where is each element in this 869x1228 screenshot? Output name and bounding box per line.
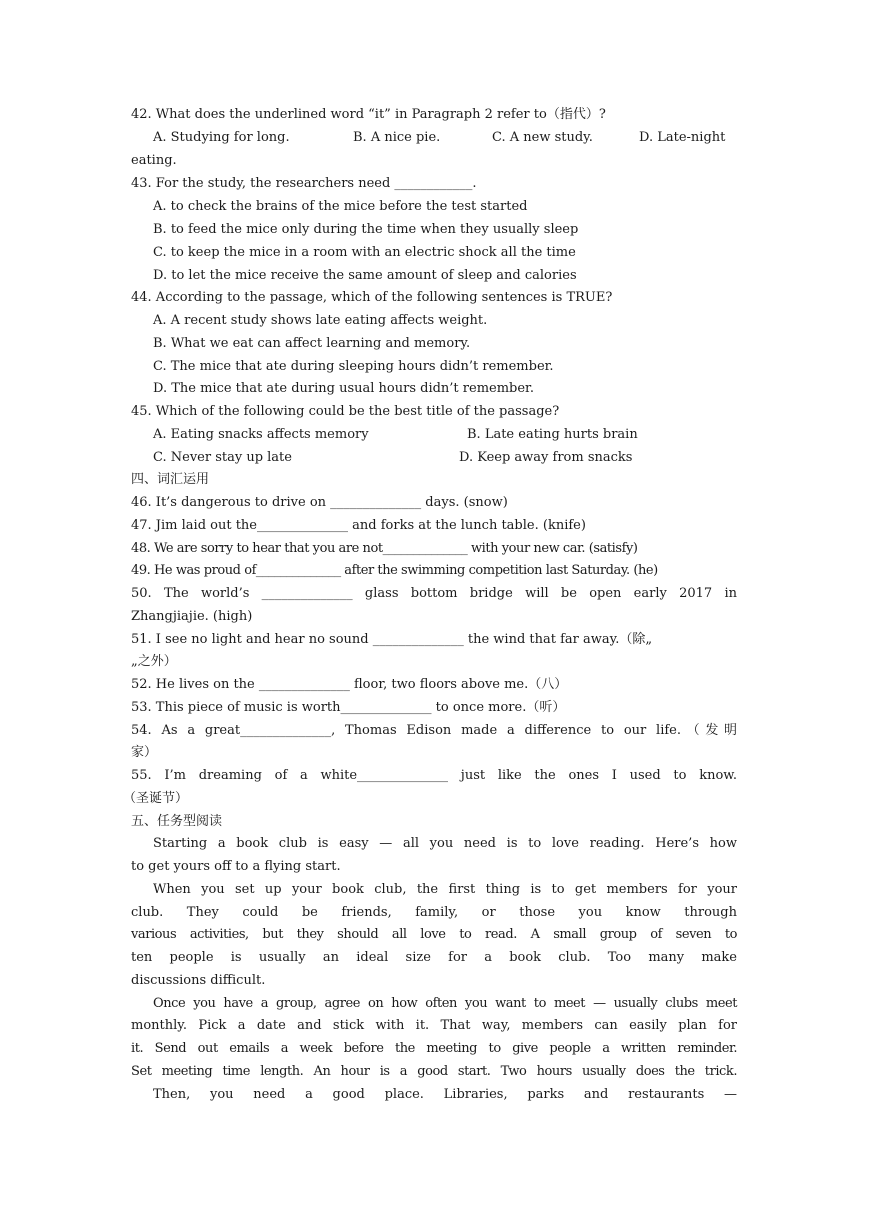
question-43-option-c: C. to keep the mice in a room with an electric shock all the time <box>153 245 576 260</box>
question-42-option-d: D. Late-night <box>639 130 726 145</box>
section-5-heading: 五、任务型阅读 <box>131 814 223 829</box>
question-44-option-d: D. The mice that ate during usual hours didn’t remember. <box>153 381 534 396</box>
vocab-item-51: 51. I see no light and hear no sound ______________ the wind that far away.（除„ <box>131 632 653 647</box>
question-44-option-c: C. The mice that ate during sleeping hours didn’t remember. <box>153 359 554 374</box>
vocab-item-50: 50. The world’s ______________ glass bottom bridge will be open early 2017 in <box>131 586 737 601</box>
question-45-option-c: C. Never stay up late <box>153 450 292 465</box>
question-45-option-a: A. Eating snacks affects memory <box>153 427 369 442</box>
vocab-item-47: 47. Jim laid out the______________ and forks at the lunch table. (knife) <box>131 518 586 533</box>
vocab-item-46: 46. It’s dangerous to drive on ______________ days. (snow) <box>131 495 508 510</box>
passage-line-8: Once you have a group, agree on how often you want to meet — usually clubs meet <box>153 996 737 1011</box>
question-42-option-a: A. Studying for long. <box>153 130 290 145</box>
passage-line-4: club. They could be friends, family, or those you know through <box>131 905 737 920</box>
passage-line-11: Set meeting time length. An hour is a good start. Two hours usually does the trick. <box>131 1064 737 1079</box>
vocab-item-49: 49. He was proud of______________ after the swimming competition last Saturday. (he) <box>131 563 658 578</box>
question-45-option-d: D. Keep away from snacks <box>459 450 633 465</box>
vocab-item-54-continued: 家） <box>131 745 158 760</box>
question-42-option-c: C. A new study. <box>492 130 593 145</box>
question-43-stem: 43. For the study, the researchers need ____________. <box>131 176 477 191</box>
passage-line-6: ten people is usually an ideal size for a book club. Too many make <box>131 950 737 965</box>
question-44-option-a: A. A recent study shows late eating affects weight. <box>153 313 488 328</box>
question-42-option-b: B. A nice pie. <box>353 130 441 145</box>
passage-line-3: When you set up your book club, the first thing is to get members for your <box>153 882 737 897</box>
passage-line-5: various activities, but they should all love to read. A small group of seven to <box>131 927 737 942</box>
vocab-item-53: 53. This piece of music is worth______________ to once more.（听） <box>131 700 566 715</box>
question-43-option-d: D. to let the mice receive the same amount of sleep and calories <box>153 268 577 283</box>
vocab-item-51-continued: „之外） <box>131 654 177 669</box>
vocab-item-54: 54. As a great______________, Thomas Edison made a difference to our life.（发明 <box>131 723 737 738</box>
question-42-stem: 42. What does the underlined word “it” in Paragraph 2 refer to（指代）? <box>131 107 606 122</box>
passage-line-10: it. Send out emails a week before the meeting to give people a written reminder. <box>131 1041 737 1056</box>
vocab-item-50-continued: Zhangjiajie. (high) <box>131 609 253 624</box>
passage-line-9: monthly. Pick a date and stick with it. That way, members can easily plan for <box>131 1018 737 1033</box>
question-43-option-b: B. to feed the mice only during the time when they usually sleep <box>153 222 579 237</box>
vocab-item-48: 48. We are sorry to hear that you are not______________ with your new car. (satisfy) <box>131 541 638 556</box>
vocab-item-52: 52. He lives on the ______________ floor, two floors above me.（八） <box>131 677 568 692</box>
question-42-option-d-continued: eating. <box>131 153 177 168</box>
question-44-stem: 44. According to the passage, which of the following sentences is TRUE? <box>131 290 613 305</box>
question-45-stem: 45. Which of the following could be the best title of the passage? <box>131 404 560 419</box>
passage-line-12: Then, you need a good place. Libraries, parks and restaurants — <box>153 1087 737 1102</box>
vocab-item-55-continued: （圣诞节） <box>123 791 189 806</box>
passage-line-2: to get yours off to a flying start. <box>131 859 341 874</box>
passage-line-1: Starting a book club is easy — all you need is to love reading. Here’s how <box>153 836 737 851</box>
section-4-heading: 四、词汇运用 <box>131 472 210 487</box>
vocab-item-55: 55. I’m dreaming of a white______________ just like the ones I used to know. <box>131 768 737 783</box>
passage-line-7: discussions difficult. <box>131 973 266 988</box>
question-45-option-b: B. Late eating hurts brain <box>467 427 638 442</box>
question-43-option-a: A. to check the brains of the mice before the test started <box>153 199 528 214</box>
question-44-option-b: B. What we eat can affect learning and memory. <box>153 336 471 351</box>
